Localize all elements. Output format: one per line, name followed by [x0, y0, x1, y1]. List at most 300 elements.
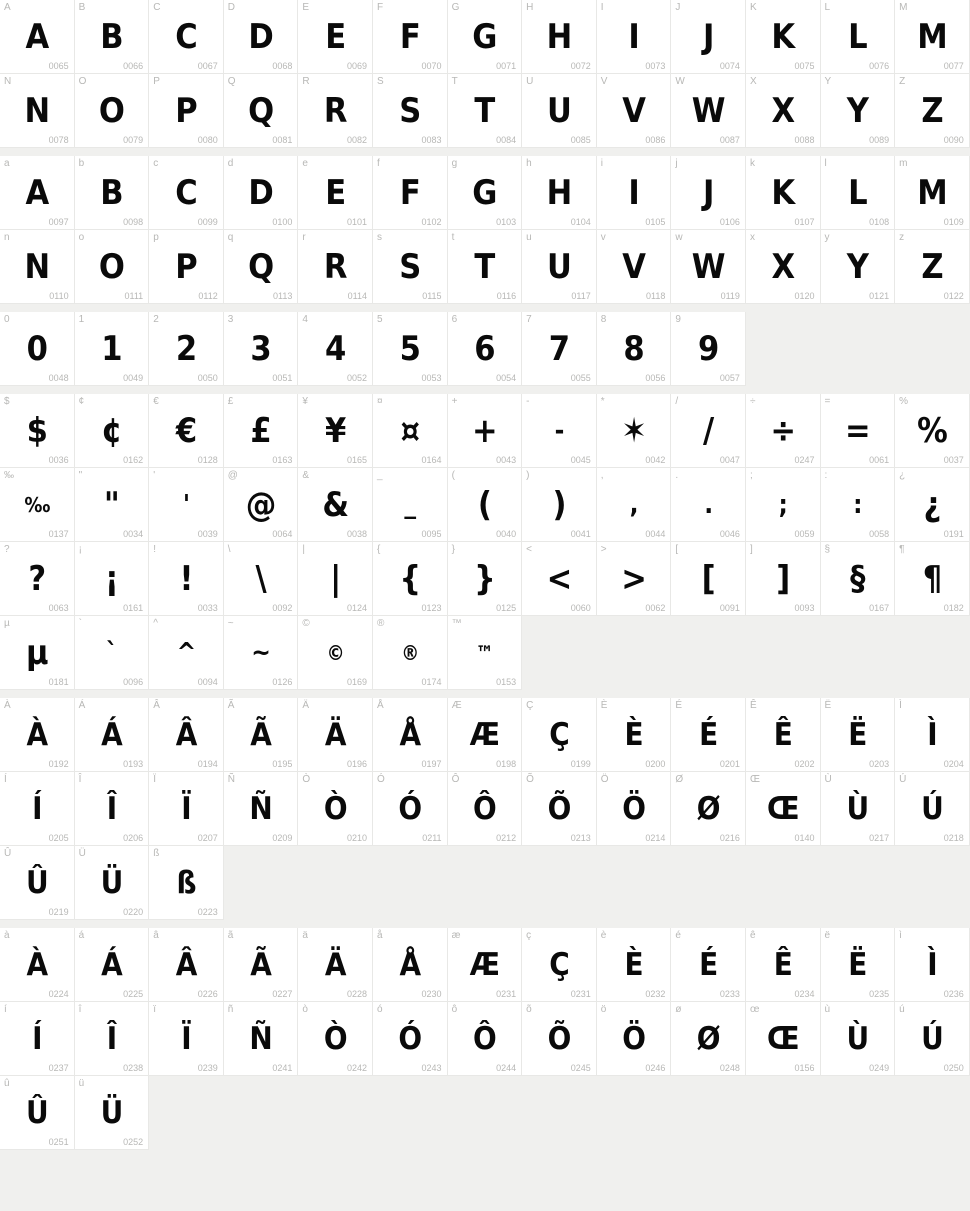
glyph-code-label: 0230: [421, 989, 442, 999]
glyph-cell[interactable]: [821, 928, 896, 1002]
glyph-cell[interactable]: [746, 394, 821, 468]
glyph-cell[interactable]: [224, 542, 299, 616]
glyph-cell[interactable]: [75, 928, 150, 1002]
glyph-cell[interactable]: [895, 698, 970, 772]
glyph-preview: §: [850, 558, 865, 599]
glyph-cell[interactable]: [298, 74, 373, 148]
glyph-preview: ?: [28, 558, 46, 599]
glyph-cell[interactable]: [149, 74, 224, 148]
glyph-cell[interactable]: [522, 928, 597, 1002]
glyph-char-label: B: [78, 2, 86, 13]
glyph-cell[interactable]: [746, 230, 821, 304]
glyph-preview: W: [691, 90, 725, 131]
glyph-cell[interactable]: [895, 230, 970, 304]
glyph-code-label: 0053: [421, 373, 442, 383]
glyph-char-label: 0: [4, 314, 10, 325]
glyph-cell[interactable]: [671, 0, 746, 74]
glyph-cell[interactable]: [895, 468, 970, 542]
glyph-cell[interactable]: [149, 394, 224, 468]
glyph-cell[interactable]: [0, 928, 75, 1002]
glyph-cell[interactable]: [224, 468, 299, 542]
empty-cell: [298, 846, 373, 920]
glyph-preview: Ã: [250, 716, 271, 753]
glyph-cell[interactable]: [448, 698, 523, 772]
glyph-cell[interactable]: [821, 698, 896, 772]
glyph-code-label: 0069: [346, 61, 367, 71]
glyph-cell[interactable]: [597, 312, 672, 386]
glyph-cell[interactable]: [149, 698, 224, 772]
glyph-char-label: è: [600, 930, 607, 941]
glyph-code-label: 0163: [272, 455, 293, 465]
glyph-cell[interactable]: [149, 542, 224, 616]
glyph-code-label: 0088: [794, 135, 815, 145]
glyph-cell[interactable]: [522, 156, 597, 230]
glyph-char-label: í: [4, 1004, 7, 1015]
glyph-cell[interactable]: [149, 1002, 224, 1076]
glyph-preview: È: [624, 716, 643, 753]
glyph-char-label: h: [526, 158, 532, 169]
glyph-cell[interactable]: [373, 0, 448, 74]
glyph-char-label: ‰: [4, 470, 14, 481]
glyph-cell[interactable]: [75, 74, 150, 148]
glyph-code-label: 0137: [48, 529, 69, 539]
glyph-code-label: 0079: [123, 135, 144, 145]
glyph-cell[interactable]: [671, 542, 746, 616]
glyph-preview: Â: [175, 946, 197, 983]
glyph-char-label: n: [4, 232, 10, 243]
glyph-cell[interactable]: [298, 928, 373, 1002]
glyph-cell[interactable]: [75, 616, 150, 690]
glyph-cell[interactable]: [149, 156, 224, 230]
glyph-cell[interactable]: [373, 156, 448, 230]
glyph-code-label: 0219: [48, 907, 69, 917]
glyph-cell[interactable]: [75, 394, 150, 468]
glyph-cell[interactable]: [224, 0, 299, 74]
glyph-cell[interactable]: [522, 312, 597, 386]
glyph-cell[interactable]: [895, 772, 970, 846]
glyph-cell[interactable]: [821, 468, 896, 542]
glyph-cell[interactable]: [448, 230, 523, 304]
glyph-cell[interactable]: [298, 542, 373, 616]
glyph-cell[interactable]: [0, 846, 75, 920]
glyph-cell[interactable]: [448, 312, 523, 386]
glyph-preview: .: [704, 489, 713, 520]
glyph-cell[interactable]: [597, 698, 672, 772]
glyph-cell[interactable]: [149, 616, 224, 690]
glyph-code-label: 0114: [347, 291, 367, 301]
glyph-char-label: ò: [302, 1004, 308, 1015]
glyph-cell[interactable]: [448, 0, 523, 74]
glyph-cell[interactable]: [746, 698, 821, 772]
glyph-char-label: (: [451, 470, 455, 481]
glyph-preview: W: [691, 246, 725, 287]
glyph-cell[interactable]: [224, 1002, 299, 1076]
glyph-code-label: 0091: [719, 603, 740, 613]
glyph-code-label: 0250: [943, 1063, 964, 1073]
glyph-code-label: 0062: [645, 603, 666, 613]
glyph-preview: H: [546, 172, 572, 213]
glyph-preview: T: [474, 90, 495, 131]
glyph-cell[interactable]: [75, 230, 150, 304]
glyph-code-label: 0105: [645, 217, 666, 227]
glyph-cell[interactable]: [746, 0, 821, 74]
glyph-code-label: 0225: [123, 989, 144, 999]
glyph-code-label: 0249: [869, 1063, 890, 1073]
glyph-cell[interactable]: [597, 0, 672, 74]
glyph-char-label: È: [600, 700, 608, 711]
glyph-cell[interactable]: [0, 542, 75, 616]
glyph-preview: Å: [399, 946, 421, 983]
glyph-cell[interactable]: [895, 0, 970, 74]
glyph-cell[interactable]: [895, 394, 970, 468]
glyph-cell[interactable]: [373, 772, 448, 846]
glyph-cell[interactable]: [149, 772, 224, 846]
glyph-cell[interactable]: [746, 156, 821, 230]
glyph-char-label: G: [451, 2, 460, 13]
glyph-cell[interactable]: [522, 468, 597, 542]
glyph-preview: Ñ: [249, 790, 272, 827]
glyph-cell[interactable]: [597, 772, 672, 846]
glyph-cell[interactable]: [597, 1002, 672, 1076]
glyph-cell[interactable]: [895, 1002, 970, 1076]
glyph-cell[interactable]: [373, 312, 448, 386]
glyph-cell[interactable]: [821, 74, 896, 148]
glyph-cell[interactable]: [75, 1076, 150, 1150]
glyph-preview: L: [848, 172, 867, 213]
glyph-cell[interactable]: [522, 0, 597, 74]
glyph-cell[interactable]: [522, 394, 597, 468]
glyph-cell[interactable]: [149, 312, 224, 386]
glyph-cell[interactable]: [75, 156, 150, 230]
glyph-char-label: æ: [451, 930, 461, 941]
glyph-preview: {: [399, 558, 421, 599]
glyph-cell[interactable]: [224, 394, 299, 468]
glyph-cell[interactable]: [522, 230, 597, 304]
glyph-block-lowercase-latin: [0, 156, 970, 304]
glyph-preview: C: [175, 16, 197, 57]
glyph-cell[interactable]: [448, 542, 523, 616]
glyph-code-label: 0251: [48, 1137, 69, 1147]
glyph-char-label: ÷: [749, 396, 756, 407]
glyph-cell[interactable]: [448, 928, 523, 1002]
glyph-cell[interactable]: [522, 1002, 597, 1076]
glyph-code-label: 0102: [421, 217, 442, 227]
glyph-preview: ]: [776, 558, 790, 599]
glyph-code-label: 0085: [570, 135, 591, 145]
glyph-cell[interactable]: [298, 772, 373, 846]
glyph-code-label: 0169: [346, 677, 367, 687]
glyph-char-label: +: [451, 396, 458, 407]
glyph-char-label: ^: [153, 618, 158, 629]
glyph-code-label: 0242: [346, 1063, 367, 1073]
glyph-preview: Ö: [622, 790, 645, 827]
glyph-cell[interactable]: [373, 542, 448, 616]
glyph-cell[interactable]: [298, 156, 373, 230]
glyph-code-label: 0078: [48, 135, 69, 145]
glyph-cell[interactable]: [75, 698, 150, 772]
glyph-cell[interactable]: [0, 468, 75, 542]
glyph-preview: À: [26, 946, 48, 983]
empty-cell: [746, 1076, 821, 1150]
glyph-char-label: Å: [376, 700, 384, 711]
glyph-cell[interactable]: [746, 928, 821, 1002]
glyph-cell[interactable]: [75, 1002, 150, 1076]
glyph-cell[interactable]: [75, 846, 150, 920]
glyph-preview: /: [703, 410, 714, 451]
glyph-code-label: 0243: [421, 1063, 442, 1073]
glyph-cell[interactable]: [298, 230, 373, 304]
glyph-code-label: 0194: [197, 759, 218, 769]
glyph-cell[interactable]: [671, 1002, 746, 1076]
glyph-preview: !: [179, 558, 193, 599]
glyph-char-label: q: [227, 232, 234, 243]
glyph-code-label: 0093: [794, 603, 815, 613]
glyph-preview: Í: [32, 1020, 42, 1057]
glyph-char-label: V: [600, 76, 608, 87]
glyph-preview: @: [245, 484, 276, 525]
glyph-preview: O: [98, 246, 124, 287]
glyph-char-label: ©: [302, 618, 310, 629]
glyph-char-label: T: [451, 76, 458, 87]
glyph-cell[interactable]: [0, 74, 75, 148]
glyph-cell[interactable]: [821, 0, 896, 74]
glyph-cell[interactable]: [746, 542, 821, 616]
glyph-cell[interactable]: [0, 698, 75, 772]
glyph-cell[interactable]: [373, 928, 448, 1002]
glyph-code-label: 0058: [869, 529, 890, 539]
glyph-char-label: o: [78, 232, 85, 243]
glyph-char-label: d: [227, 158, 234, 169]
glyph-char-label: _: [376, 470, 383, 481]
glyph-cell[interactable]: [671, 928, 746, 1002]
glyph-cell[interactable]: [597, 230, 672, 304]
glyph-cell[interactable]: [224, 698, 299, 772]
glyph-char-label: 8: [600, 314, 607, 325]
glyph-cell[interactable]: [75, 772, 150, 846]
glyph-cell[interactable]: [746, 772, 821, 846]
glyph-cell[interactable]: [0, 1076, 75, 1150]
glyph-preview: S: [399, 90, 421, 131]
glyph-cell[interactable]: [149, 846, 224, 920]
glyph-cell[interactable]: [0, 0, 75, 74]
glyph-cell[interactable]: [671, 772, 746, 846]
glyph-cell[interactable]: [597, 468, 672, 542]
glyph-preview: [: [701, 558, 715, 599]
glyph-cell[interactable]: [448, 394, 523, 468]
glyph-cell[interactable]: [298, 394, 373, 468]
glyph-code-label: 0214: [645, 833, 666, 843]
glyph-char-label: ": [78, 470, 83, 481]
glyph-cell[interactable]: [522, 698, 597, 772]
glyph-cell[interactable]: [224, 312, 299, 386]
glyph-code-label: 0237: [48, 1063, 69, 1073]
glyph-char-label: ö: [600, 1004, 607, 1015]
glyph-cell[interactable]: [597, 542, 672, 616]
glyph-code-label: 0224: [48, 989, 69, 999]
glyph-cell[interactable]: [373, 468, 448, 542]
glyph-char-label: t: [451, 232, 455, 243]
glyph-cell[interactable]: [373, 394, 448, 468]
glyph-preview: S: [399, 246, 421, 287]
glyph-cell[interactable]: [448, 772, 523, 846]
glyph-cell[interactable]: [0, 616, 75, 690]
glyph-code-label: 0117: [571, 291, 591, 301]
glyph-preview: Ç: [549, 716, 569, 753]
glyph-cell[interactable]: [149, 468, 224, 542]
glyph-code-label: 0068: [272, 61, 293, 71]
glyph-cell[interactable]: [671, 394, 746, 468]
glyph-code-label: 0232: [645, 989, 666, 999]
glyph-cell[interactable]: [895, 156, 970, 230]
glyph-preview: É: [699, 716, 718, 753]
glyph-cell[interactable]: [746, 74, 821, 148]
glyph-cell[interactable]: [895, 74, 970, 148]
glyph-preview: Ô: [473, 1020, 496, 1057]
glyph-cell[interactable]: [298, 312, 373, 386]
glyph-cell[interactable]: [224, 156, 299, 230]
glyph-cell[interactable]: [671, 156, 746, 230]
glyph-code-label: 0109: [943, 217, 964, 227]
glyph-cell[interactable]: [298, 1002, 373, 1076]
glyph-cell[interactable]: [821, 772, 896, 846]
glyph-cell[interactable]: [448, 616, 523, 690]
glyph-cell[interactable]: [373, 1002, 448, 1076]
glyph-cell[interactable]: [746, 1002, 821, 1076]
glyph-preview: Ü: [100, 864, 123, 901]
glyph-cell[interactable]: [298, 616, 373, 690]
glyph-cell[interactable]: [298, 468, 373, 542]
glyph-code-label: 0245: [570, 1063, 591, 1073]
glyph-cell[interactable]: [671, 230, 746, 304]
glyph-cell[interactable]: [671, 312, 746, 386]
glyph-cell[interactable]: [522, 772, 597, 846]
glyph-cell[interactable]: [522, 74, 597, 148]
glyph-cell[interactable]: [0, 394, 75, 468]
glyph-char-label: Ø: [675, 774, 684, 785]
glyph-cell[interactable]: [597, 394, 672, 468]
glyph-code-label: 0045: [570, 455, 591, 465]
glyph-preview: &: [322, 484, 349, 525]
glyph-char-label: Ù: [824, 774, 832, 785]
glyph-cell[interactable]: [0, 772, 75, 846]
glyph-cell[interactable]: [298, 0, 373, 74]
glyph-cell[interactable]: [75, 542, 150, 616]
glyph-cell[interactable]: [671, 698, 746, 772]
empty-cell: [671, 846, 746, 920]
glyph-preview: Ó: [398, 1020, 422, 1057]
glyph-char-label: Õ: [526, 774, 534, 785]
glyph-cell[interactable]: [746, 468, 821, 542]
glyph-cell[interactable]: [373, 698, 448, 772]
glyph-cell[interactable]: [821, 230, 896, 304]
glyph-cell[interactable]: [448, 74, 523, 148]
empty-cell: [895, 312, 970, 386]
glyph-cell[interactable]: [224, 74, 299, 148]
glyph-cell[interactable]: [821, 156, 896, 230]
glyph-char-label: H: [526, 2, 534, 13]
glyph-cell[interactable]: [298, 698, 373, 772]
glyph-cell[interactable]: [597, 156, 672, 230]
glyph-char-label: `: [78, 618, 82, 629]
glyph-preview: \: [255, 558, 266, 599]
glyph-preview: Ä: [324, 716, 346, 753]
glyph-cell[interactable]: [0, 312, 75, 386]
glyph-char-label: A: [4, 2, 11, 13]
glyph-cell[interactable]: [448, 468, 523, 542]
glyph-cell[interactable]: [821, 542, 896, 616]
glyph-preview: Ê: [773, 946, 792, 983]
glyph-cell[interactable]: [373, 616, 448, 690]
glyph-cell[interactable]: [597, 928, 672, 1002]
glyph-code-label: 0195: [272, 759, 293, 769]
glyph-cell[interactable]: [373, 230, 448, 304]
glyph-char-label: ¤: [376, 396, 383, 407]
glyph-cell[interactable]: [448, 156, 523, 230]
glyph-preview: 3: [250, 328, 271, 369]
glyph-cell[interactable]: [0, 230, 75, 304]
glyph-preview: R: [323, 246, 347, 287]
glyph-cell[interactable]: [821, 1002, 896, 1076]
glyph-cell[interactable]: [224, 772, 299, 846]
empty-cell: [448, 1076, 523, 1150]
glyph-cell[interactable]: [671, 468, 746, 542]
glyph-cell[interactable]: [671, 74, 746, 148]
glyph-cell[interactable]: [597, 74, 672, 148]
glyph-preview: Ê: [773, 716, 792, 753]
glyph-cell[interactable]: [75, 468, 150, 542]
glyph-code-label: 0081: [272, 135, 293, 145]
glyph-preview: ¥: [325, 410, 346, 451]
glyph-preview: ¡: [104, 558, 118, 599]
glyph-cell[interactable]: [75, 0, 150, 74]
glyph-code-label: 0228: [346, 989, 367, 999]
glyph-cell[interactable]: [0, 156, 75, 230]
glyph-cell[interactable]: [224, 230, 299, 304]
glyph-cell[interactable]: [895, 542, 970, 616]
glyph-cell[interactable]: [149, 230, 224, 304]
glyph-cell[interactable]: [373, 74, 448, 148]
glyph-preview: ¶: [922, 558, 942, 599]
glyph-code-label: 0212: [496, 833, 517, 843]
glyph-preview: Ñ: [249, 1020, 272, 1057]
glyph-char-label: ¥: [302, 396, 308, 407]
glyph-char-label: Á: [78, 700, 86, 711]
glyph-char-label: f: [376, 158, 380, 169]
glyph-cell[interactable]: [75, 312, 150, 386]
glyph-code-label: 0126: [272, 677, 293, 687]
glyph-cell[interactable]: [149, 928, 224, 1002]
glyph-cell[interactable]: [895, 928, 970, 1002]
glyph-cell[interactable]: [0, 1002, 75, 1076]
glyph-char-label: 6: [451, 314, 458, 325]
glyph-char-label: N: [4, 76, 12, 87]
glyph-char-label: ¡: [78, 544, 82, 555]
glyph-cell[interactable]: [224, 616, 299, 690]
glyph-preview: C: [175, 172, 197, 213]
glyph-block-symbols-punctuation: [0, 394, 970, 690]
glyph-cell[interactable]: [821, 394, 896, 468]
glyph-preview: Ò: [323, 1020, 347, 1057]
glyph-char-label: à: [4, 930, 10, 941]
glyph-cell[interactable]: [224, 928, 299, 1002]
glyph-cell[interactable]: [522, 542, 597, 616]
glyph-cell[interactable]: [448, 1002, 523, 1076]
glyph-char-label: å: [376, 930, 383, 941]
glyph-preview: Á: [101, 716, 122, 753]
glyph-cell[interactable]: [149, 0, 224, 74]
glyph-preview: -: [554, 415, 564, 446]
glyph-preview: M: [917, 172, 947, 213]
